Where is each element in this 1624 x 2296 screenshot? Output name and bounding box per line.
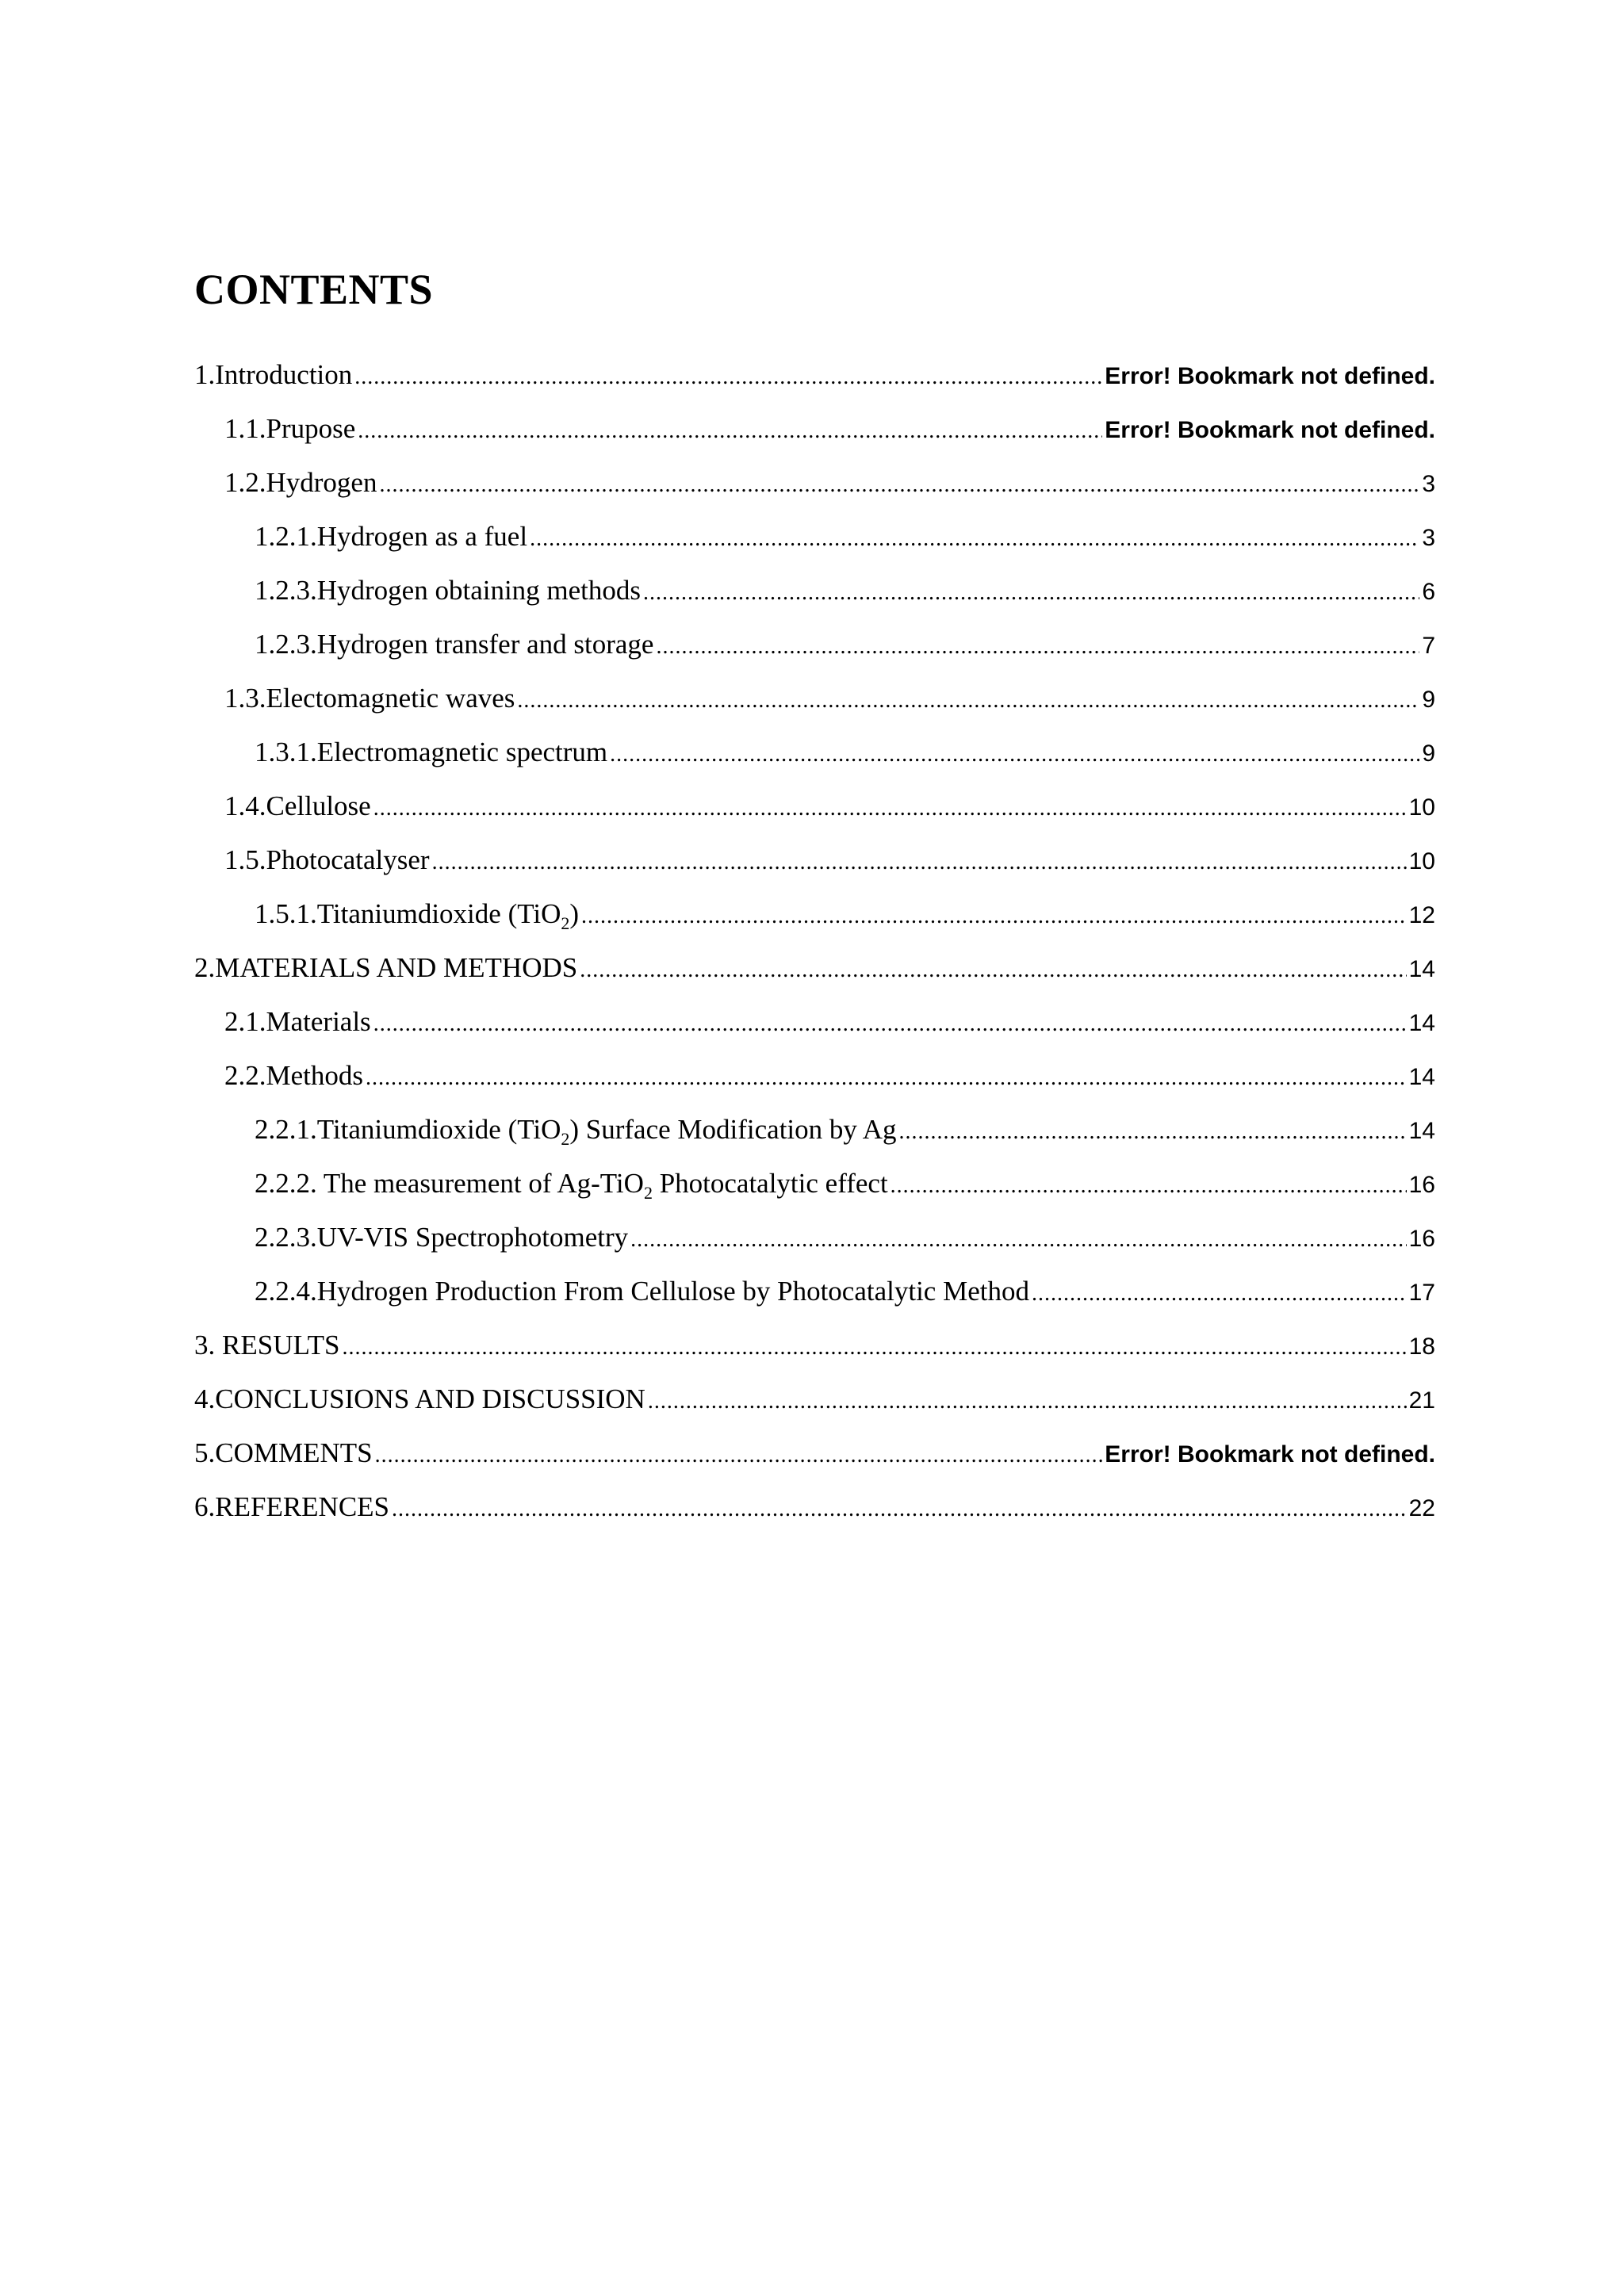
toc-entry[interactable] xyxy=(194,629,1435,683)
toc-entry-label: 6.REFERENCES xyxy=(194,1491,390,1522)
toc-page-number: 10 xyxy=(1408,848,1435,874)
toc-page-number: 16 xyxy=(1408,1226,1435,1252)
toc-leader-dots xyxy=(375,1443,1103,1468)
toc-entry[interactable] xyxy=(194,1006,1435,1060)
toc-page-number: 14 xyxy=(1408,1118,1435,1144)
toc-entry[interactable] xyxy=(194,683,1435,737)
toc-entry-label: 2.MATERIALS AND METHODS xyxy=(194,952,578,983)
toc-leader-dots xyxy=(891,1173,1407,1199)
toc-entry[interactable] xyxy=(194,575,1435,629)
toc-entry[interactable] xyxy=(194,1491,1435,1545)
toc-entry-label: 2.2.Methods xyxy=(224,1060,363,1091)
toc-leader-dots xyxy=(373,796,1407,821)
toc-entry[interactable] xyxy=(194,952,1435,1006)
toc-leader-dots xyxy=(379,473,1419,498)
toc-page-number: 14 xyxy=(1408,956,1435,982)
toc-entry[interactable] xyxy=(194,844,1435,898)
toc-entry-label: 2.2.4.Hydrogen Production From Cellulose by Photocatalytic Method xyxy=(255,1276,1029,1307)
toc-page-number: Error! Bookmark not defined. xyxy=(1105,417,1435,443)
toc-entry[interactable] xyxy=(194,1222,1435,1276)
toc-entry-label: 3. RESULTS xyxy=(194,1330,340,1360)
toc-entry-label: 5.COMMENTS xyxy=(194,1437,373,1468)
toc-leader-dots xyxy=(517,688,1419,714)
toc-leader-dots xyxy=(581,904,1407,929)
toc-page-number: Error! Bookmark not defined. xyxy=(1105,363,1435,389)
toc-leader-dots xyxy=(342,1335,1406,1360)
toc-page-number: 9 xyxy=(1422,740,1435,767)
toc-entry-label: 1.2.1.Hydrogen as a fuel xyxy=(255,521,528,552)
toc-entry-label: 1.2.Hydrogen xyxy=(224,467,377,498)
toc-entry-label: 1.Introduction xyxy=(194,359,353,390)
toc-leader-dots xyxy=(366,1066,1407,1091)
toc-leader-dots xyxy=(643,580,1419,606)
toc-entry-label: 1.3.1.Electromagnetic spectrum xyxy=(255,737,608,767)
toc-leader-dots xyxy=(630,1227,1406,1253)
toc-leader-dots xyxy=(358,419,1102,444)
toc-entry-label: 1.3.Electomagnetic waves xyxy=(224,683,515,714)
toc-entry[interactable] xyxy=(194,1330,1435,1383)
toc-entry-label: 2.2.3.UV-VIS Spectrophotometry xyxy=(255,1222,629,1253)
toc-leader-dots xyxy=(530,526,1419,552)
toc-page-number: 3 xyxy=(1422,471,1435,497)
toc-page-number: 18 xyxy=(1408,1334,1435,1360)
toc-entry[interactable] xyxy=(194,1437,1435,1491)
toc-leader-dots xyxy=(392,1497,1407,1522)
page-title: CONTENTS xyxy=(194,266,434,313)
toc-page-number: 3 xyxy=(1422,525,1435,551)
toc-leader-dots xyxy=(648,1389,1407,1414)
toc-entry[interactable] xyxy=(194,359,1435,413)
toc-entry[interactable] xyxy=(194,1114,1435,1168)
toc-page-number: 14 xyxy=(1408,1064,1435,1090)
toc-entry-label: 1.1.Prupose xyxy=(224,413,356,444)
toc-leader-dots xyxy=(656,634,1419,660)
toc-page-number: 9 xyxy=(1422,687,1435,713)
toc-entry-label: 2.1.Materials xyxy=(224,1006,371,1037)
toc-entry[interactable] xyxy=(194,1060,1435,1114)
table-of-contents xyxy=(194,359,1435,1545)
toc-page-number: 16 xyxy=(1408,1172,1435,1198)
toc-leader-dots xyxy=(1032,1281,1407,1307)
toc-page-number: 7 xyxy=(1422,633,1435,659)
toc-page-number: 14 xyxy=(1408,1010,1435,1036)
toc-entry[interactable] xyxy=(194,737,1435,790)
toc-page-number: Error! Bookmark not defined. xyxy=(1105,1441,1435,1468)
toc-entry-label: 1.5.Photocatalyser xyxy=(224,844,430,875)
toc-entry-label: 1.4.Cellulose xyxy=(224,790,371,821)
toc-leader-dots xyxy=(354,365,1102,390)
toc-leader-dots xyxy=(432,850,1407,875)
toc-entry-label: 4.CONCLUSIONS AND DISCUSSION xyxy=(194,1383,645,1414)
toc-page-number: 21 xyxy=(1408,1387,1435,1414)
toc-leader-dots xyxy=(373,1012,1407,1037)
toc-page-number: 12 xyxy=(1408,902,1435,928)
toc-entry[interactable] xyxy=(194,521,1435,575)
toc-entry[interactable] xyxy=(194,467,1435,521)
toc-entry[interactable] xyxy=(194,898,1435,952)
toc-entry-label: 2.2.2. The measurement of Ag-TiO$_2$ Photocatalytic effect xyxy=(255,1168,888,1203)
toc-page-number: 10 xyxy=(1408,794,1435,821)
toc-entry[interactable] xyxy=(194,1383,1435,1437)
toc-leader-dots xyxy=(580,958,1406,983)
toc-entry[interactable] xyxy=(194,1168,1435,1222)
toc-entry-label: 1.2.3.Hydrogen transfer and storage xyxy=(255,629,654,660)
toc-page-number: 17 xyxy=(1408,1280,1435,1306)
toc-leader-dots xyxy=(899,1119,1407,1145)
toc-page-number: 22 xyxy=(1408,1495,1435,1521)
toc-entry-label: 1.5.1.Titaniumdioxide (TiO$_2$) xyxy=(255,898,580,933)
toc-entry[interactable] xyxy=(194,1276,1435,1330)
toc-entry[interactable] xyxy=(194,413,1435,467)
toc-leader-dots xyxy=(610,742,1419,767)
toc-entry-label: 2.2.1.Titaniumdioxide (TiO$_2$) Surface Modification by Ag xyxy=(255,1114,897,1149)
toc-page-number: 6 xyxy=(1422,579,1435,605)
toc-entry-label: 1.2.3.Hydrogen obtaining methods xyxy=(255,575,642,606)
toc-entry[interactable] xyxy=(194,790,1435,844)
